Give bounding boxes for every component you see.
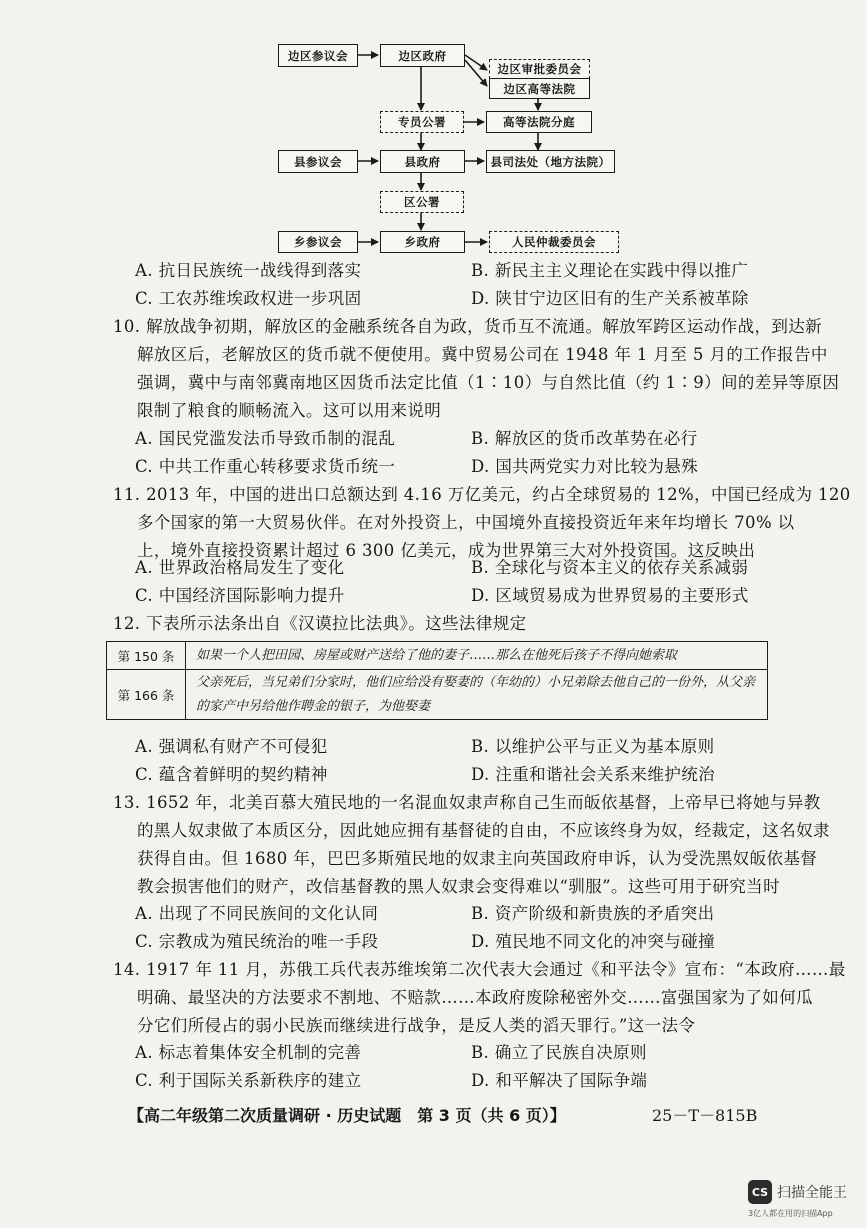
node-county-government: 县政府 <box>380 150 465 173</box>
q9-option-d[interactable]: D. 陕甘宁边区旧有的生产关系被革除 <box>471 289 749 308</box>
q14-stem <box>113 956 846 1040</box>
q13-option-b[interactable]: B. 资产阶级和新贵族的矛盾突出 <box>471 904 715 923</box>
q11-line-1: 11. 2013 年，中国的进出口总额达到 4.16 万亿美元，约占全球贸易的 12%，中国已经成为 120 <box>113 485 851 504</box>
table-cell-text: 如果一个人把田园、房屋或财产送给了他的妻子……那么在他死后孩子不得向她索取 <box>186 642 768 670</box>
node-district-office: 区公署 <box>380 191 464 213</box>
q12-options <box>135 733 775 789</box>
q14-option-c[interactable]: C. 利于国际关系新秩序的建立 <box>135 1071 362 1090</box>
q12-stem <box>113 610 763 638</box>
q13-stem <box>113 789 830 901</box>
q10-line-4: 限制了粮食的顺畅流入。这可以用来说明 <box>137 401 442 420</box>
table-row <box>107 642 768 670</box>
q13-option-c[interactable]: C. 宗教成为殖民统治的唯一手段 <box>135 932 379 951</box>
q10-option-a[interactable]: A. 国民党滥发法币导致币制的混乱 <box>135 429 396 448</box>
node-people-arbitration-committee: 人民仲裁委员会 <box>489 231 619 253</box>
q13-options <box>135 900 775 956</box>
q13-option-a[interactable]: A. 出现了不同民族间的文化认同 <box>135 904 379 923</box>
q12-option-d[interactable]: D. 注重和谐社会关系来维护统治 <box>471 765 716 784</box>
table-cell-text: 父亲死后，当兄弟们分家时，他们应给没有娶妻的（年幼的）小兄弟除去他自己的一份外，从父亲的家产中另给他作聘金的银子，为他娶妻 <box>186 670 768 720</box>
q10-option-c[interactable]: C. 中共工作重心转移要求货币统一 <box>135 457 396 476</box>
q12-option-a[interactable]: A. 强调私有财产不可侵犯 <box>135 737 328 756</box>
q14-option-d[interactable]: D. 和平解决了国际争端 <box>471 1071 648 1090</box>
q9-option-a[interactable]: A. 抗日民族统一战线得到落实 <box>135 261 362 280</box>
q13-line-1: 13. 1652 年，北美百慕大殖民地的一名混血奴隶声称自己生而皈依基督，上帝早已将她与异教 <box>113 793 821 812</box>
q11-option-a[interactable]: A. 世界政治格局发生了变化 <box>135 558 345 577</box>
q9-option-b[interactable]: B. 新民主主义理论在实践中得以推广 <box>471 261 749 280</box>
node-border-high-court: 边区高等法院 <box>489 78 590 99</box>
q14-option-b[interactable]: B. 确立了民族自决原则 <box>471 1043 647 1062</box>
q13-option-d[interactable]: D. 殖民地不同文化的冲突与碰撞 <box>471 932 716 951</box>
q10-option-d[interactable]: D. 国共两党实力对比较为悬殊 <box>471 457 699 476</box>
q14-option-a[interactable]: A. 标志着集体安全机制的完善 <box>135 1043 362 1062</box>
q10-options <box>135 425 775 481</box>
footer-title: 【高二年级第二次质量调研 · 历史试题 第 3 页（共 6 页）】 <box>128 1106 566 1125</box>
q13-line-3: 获得自由。但 1680 年，巴巴多斯殖民地的奴隶主向英国政府申诉，认为受洗黑奴皈依基督 <box>137 849 818 868</box>
node-county-council: 县参议会 <box>278 150 358 173</box>
scanner-watermark <box>748 1178 858 1222</box>
node-border-government: 边区政府 <box>380 44 465 67</box>
watermark-tagline: 3亿人都在用的扫描App <box>748 1209 833 1218</box>
q11-option-d[interactable]: D. 区域贸易成为世界贸易的主要形式 <box>471 586 749 605</box>
government-structure-diagram <box>0 0 867 258</box>
q11-option-b[interactable]: B. 全球化与资本主义的依存关系减弱 <box>471 558 749 577</box>
node-high-court-branch: 高等法院分庭 <box>486 111 592 133</box>
camscanner-logo-icon: CS <box>748 1180 772 1204</box>
table-cell-article: 第 150 条 <box>107 642 186 670</box>
q11-line-3: 上，境外直接投资累计超过 6 300 亿美元，成为世界第三大对外投资国。这反映出 <box>137 541 756 560</box>
q14-options <box>135 1039 775 1095</box>
q10-option-b[interactable]: B. 解放区的货币改革势在必行 <box>471 429 698 448</box>
node-border-review-committee: 边区审批委员会 <box>489 59 590 79</box>
node-township-government: 乡政府 <box>380 231 465 253</box>
table-cell-article: 第 166 条 <box>107 670 186 720</box>
footer-exam-code: 25－T－815B <box>652 1106 758 1125</box>
q11-options <box>135 554 775 610</box>
q10-stem <box>113 313 840 425</box>
q14-line-2: 明确、最坚决的方法要求不割地、不赔款……本政府废除秘密外交……富强国家为了如何瓜 <box>137 988 813 1007</box>
node-township-council: 乡参议会 <box>278 231 358 253</box>
table-row <box>107 670 768 720</box>
q9-option-c[interactable]: C. 工农苏维埃政权进一步巩固 <box>135 289 362 308</box>
q9-options <box>135 257 775 313</box>
q14-line-3: 分它们所侵占的弱小民族而继续进行战争，是反人类的滔天罪行。”这一法令 <box>137 1016 696 1035</box>
q11-option-c[interactable]: C. 中国经济国际影响力提升 <box>135 586 345 605</box>
q13-line-2: 的黑人奴隶做了本质区分，因此她应拥有基督徒的自由，不应该终身为奴，经裁定，这名奴隶 <box>137 821 830 840</box>
q10-line-1: 10. 解放战争初期，解放区的金融系统各自为政，货币互不流通。解放军跨区运动作战，到达新 <box>113 317 823 336</box>
hammurabi-law-table <box>106 641 768 720</box>
q12-option-c[interactable]: C. 蕴含着鲜明的契约精神 <box>135 765 328 784</box>
page-footer <box>128 1103 828 1126</box>
q10-line-2: 解放区后，老解放区的货币就不便使用。冀中贸易公司在 1948 年 1 月至 5 月的工作报告中 <box>137 345 828 364</box>
watermark-app-name: 扫描全能王 <box>777 1185 847 1201</box>
q14-line-1: 14. 1917 年 11 月，苏俄工兵代表苏维埃第二次代表大会通过《和平法令》宣布：“本政府……最 <box>113 960 846 979</box>
q11-line-2: 多个国家的第一大贸易伙伴。在对外投资上，中国境外直接投资近年来年均增长 70% 以 <box>137 513 795 532</box>
q10-line-3: 强调，冀中与南邻冀南地区因货币法定比值（1∶10）与自然比值（约 1∶9）间的差异等原因 <box>137 373 840 392</box>
node-county-judicial-office: 县司法处（地方法院） <box>486 150 615 173</box>
q13-line-4: 教会损害他们的财产，改信基督教的黑人奴隶会变得难以“驯服”。这些可用于研究当时 <box>137 877 780 896</box>
node-border-council: 边区参议会 <box>278 44 358 67</box>
q12-option-b[interactable]: B. 以维护公平与正义为基本原则 <box>471 737 715 756</box>
q11-stem <box>113 481 851 565</box>
node-commissioner-office: 专员公署 <box>380 111 464 133</box>
q12-line-1: 12. 下表所示法条出自《汉谟拉比法典》。这些法律规定 <box>113 614 527 633</box>
